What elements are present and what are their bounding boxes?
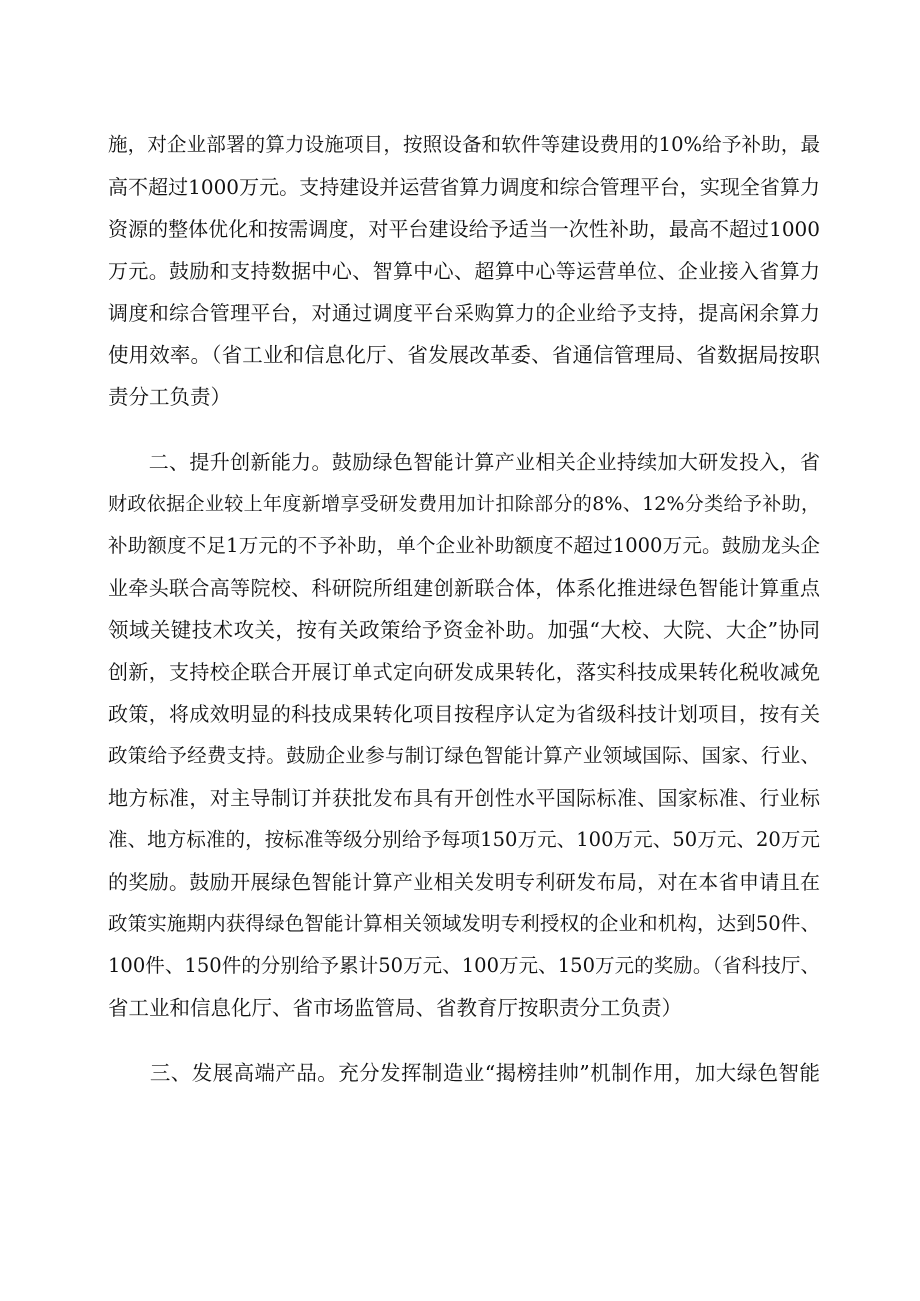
paragraph-high-end-products bbox=[108, 1052, 820, 1094]
text-line: 补助额度不足1万元的不予补助，单个企业补助额度不超过1000万元。鼓励龙头企 bbox=[108, 534, 820, 557]
text-line: 政策，将成效明显的科技成果转化项目按程序认定为省级科技计划项目，按有关 bbox=[108, 702, 820, 726]
text-line: 业牵头联合高等院校、科研院所组建创新联合体，体系化推进绿色智能计算重点 bbox=[108, 576, 820, 600]
document-body bbox=[108, 124, 820, 1094]
text-line: 地方标准，对主导制订并获批发布具有开创性水平国际标准、国家标准、行业标 bbox=[108, 786, 820, 810]
paragraph-innovation-capacity bbox=[108, 441, 820, 1029]
text-line: 省工业和信息化厅、省市场监管局、省教育厅按职责分工负责） bbox=[108, 996, 682, 1020]
text-line: 的奖励。鼓励开展绿色智能计算产业相关发明专利研发布局，对在本省申请且在 bbox=[108, 870, 820, 894]
text-line: 准、地方标准的，按标准等级分别给予每项150万元、100万元、50万元、20万元 bbox=[108, 828, 820, 851]
text-line: 万元。鼓励和支持数据中心、智算中心、超算中心等运营单位、企业接入省算力 bbox=[108, 259, 820, 283]
text-line: 政策给予经费支持。鼓励企业参与制订绿色智能计算产业领域国际、国家、行业、 bbox=[108, 744, 820, 767]
text-line: 施，对企业部署的算力设施项目，按照设备和软件等建设费用的10%给予补助，最 bbox=[108, 133, 820, 156]
text-line: 资源的整体优化和按需调度，对平台建设给予适当一次性补助，最高不超过1000 bbox=[108, 217, 820, 241]
text-line: 责分工负责） bbox=[108, 385, 231, 409]
text-line: 100件、150件的分别给予累计50万元、100万元、150万元的奖励。（省科技厅、 bbox=[108, 954, 820, 977]
text-line: 创新，支持校企联合开展订单式定向研发成果转化，落实科技成果转化税收减免 bbox=[108, 660, 820, 684]
text-line: 调度和综合管理平台，对通过调度平台采购算力的企业给予支持，提高闲余算力 bbox=[108, 301, 820, 325]
text-line: 政策实施期内获得绿色智能计算相关领域发明专利授权的企业和机构，达到50件、 bbox=[108, 912, 820, 935]
text-line: 三、发展高端产品。充分发挥制造业“揭榜挂帅”机制作用，加大绿色智能 bbox=[108, 1061, 820, 1085]
text-line: 财政依据企业较上年度新增享受研发费用加计扣除部分的8%、12%分类给予补助， bbox=[108, 493, 820, 515]
text-line: 二、提升创新能力。鼓励绿色智能计算产业相关企业持续加大研发投入，省 bbox=[108, 450, 820, 474]
text-line: 高不超过1000万元。支持建设并运营省算力调度和综合管理平台，实现全省算力 bbox=[108, 175, 820, 199]
text-line: 使用效率。（省工业和信息化厅、省发展改革委、省通信管理局、省数据局按职 bbox=[108, 343, 820, 367]
paragraph-computing-subsidy bbox=[108, 124, 820, 418]
text-line: 领域关键技术攻关，按有关政策给予资金补助。加强“大校、大院、大企”协同 bbox=[108, 618, 820, 642]
